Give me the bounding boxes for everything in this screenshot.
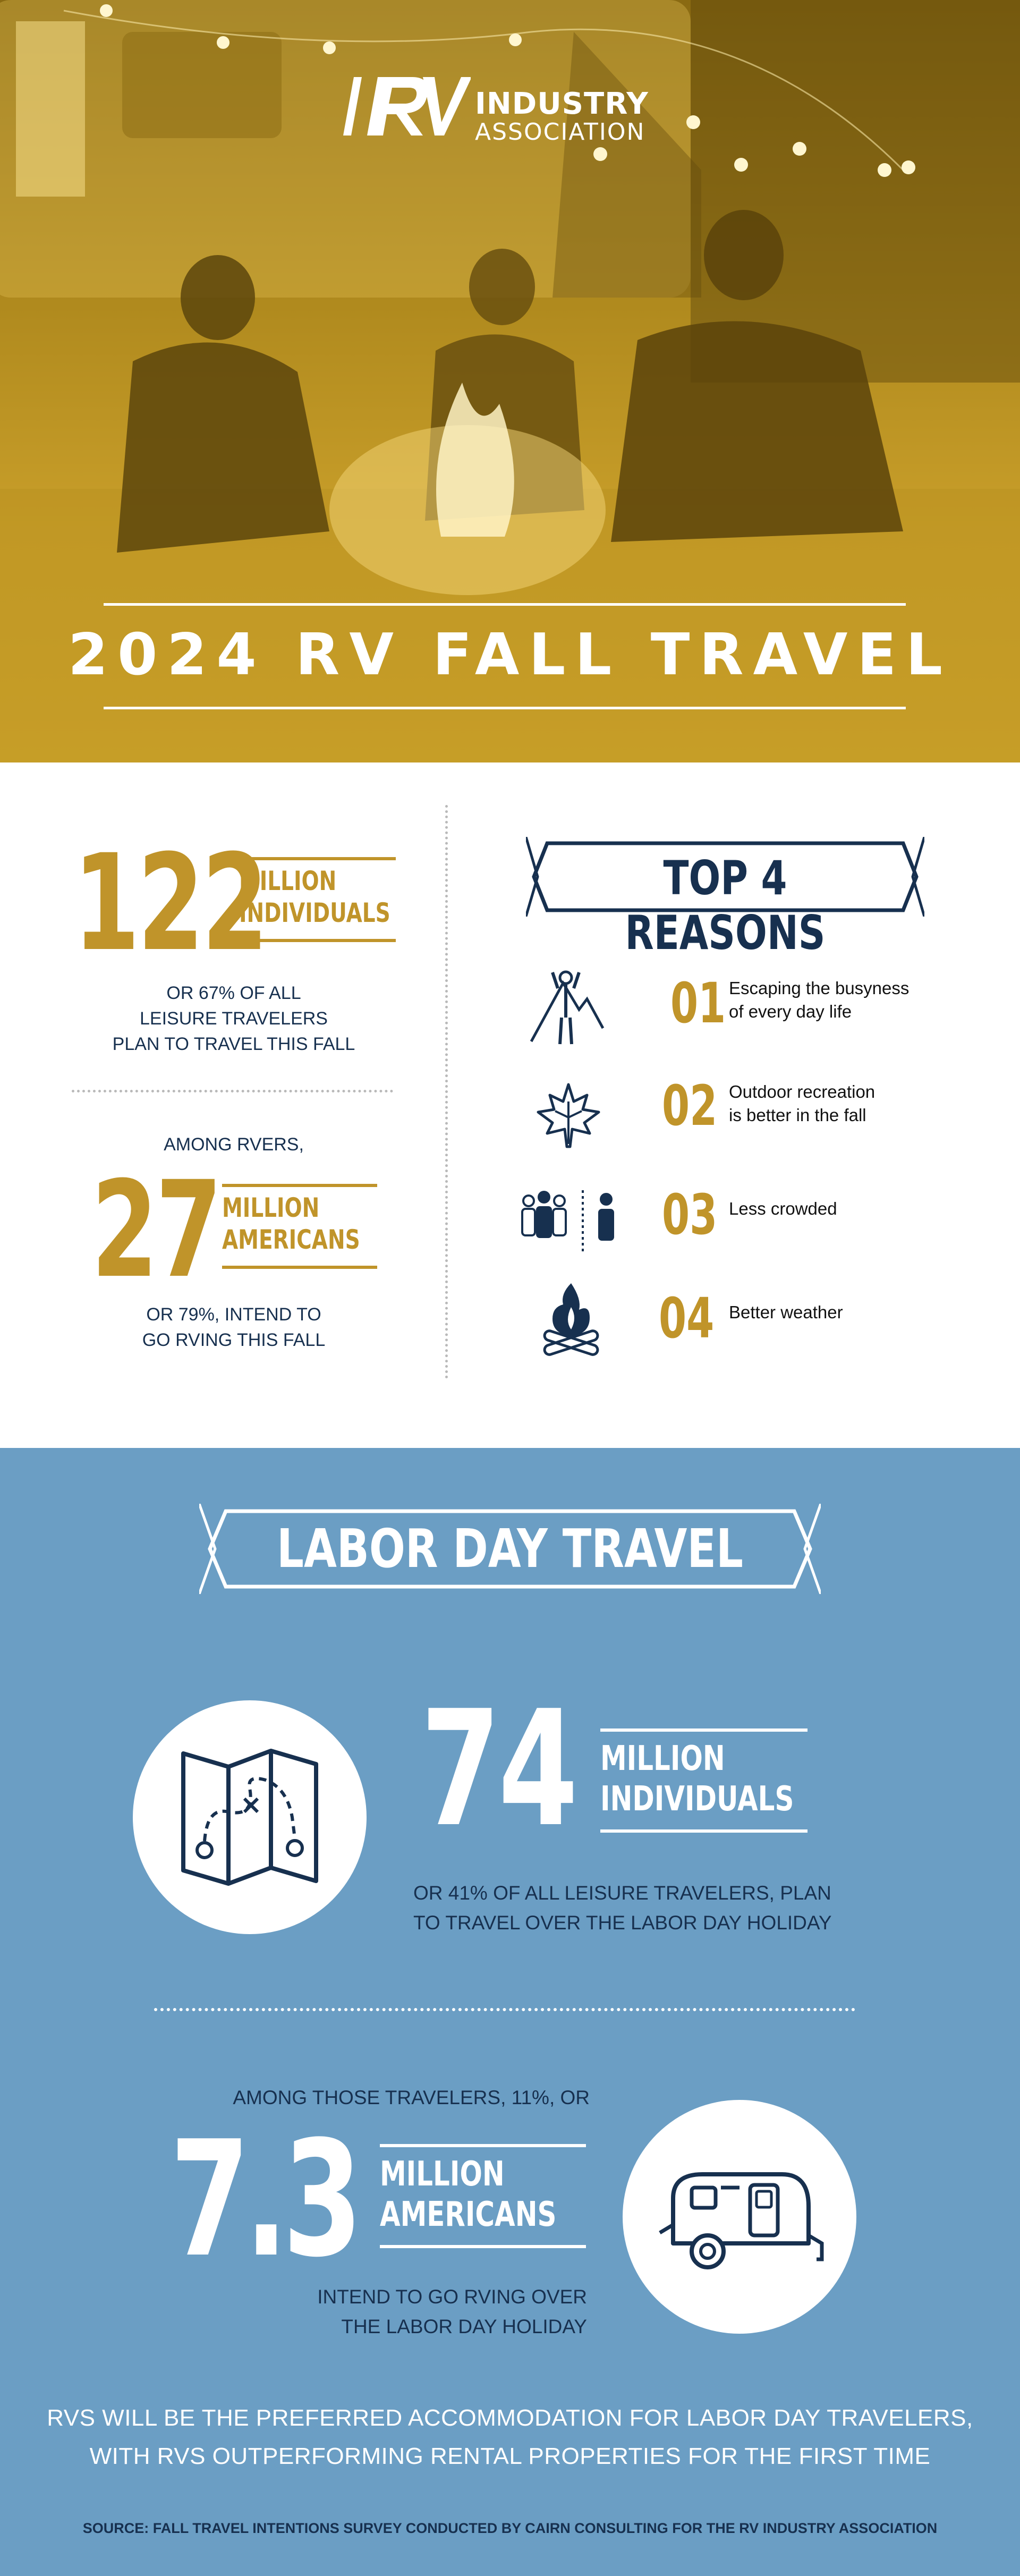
camper-icon-circle [623, 2100, 856, 2334]
stat-122-caption [48, 980, 420, 1057]
labor-day-section [0, 1448, 1020, 2576]
reason-number-03: 03 [662, 1182, 718, 1247]
map-route-icon [133, 1700, 367, 1934]
statement-line: RVS WILL BE THE PREFERRED ACCOMMODATION FOR LABOR DAY TRAVELERS, [47, 2405, 973, 2431]
reason-text-04 [729, 1301, 843, 1324]
reason-number-02: 02 [662, 1073, 718, 1138]
reason-line: Escaping the busyness [729, 978, 910, 998]
reason-line: Better weather [729, 1302, 843, 1322]
caption-line: TO TRAVEL OVER THE LABOR DAY HOLIDAY [413, 1912, 832, 1934]
unit-individuals: INDIVIDUALS [239, 897, 390, 928]
statement-line: WITH RVS OUTPERFORMING RENTAL PROPERTIES FOR THE FIRST TIME [89, 2443, 931, 2469]
stat-27-unit [222, 1184, 377, 1269]
unit-americans: AMERICANS [222, 1224, 360, 1255]
reason-line: of every day life [729, 1002, 852, 1021]
page-title: 2024 RV FALL TRAVEL [68, 622, 952, 688]
rvs-preferred-statement [0, 2399, 1020, 2476]
stat-122-number: 122 [73, 826, 266, 980]
caption-line: PLAN TO TRAVEL THIS FALL [112, 1034, 355, 1054]
stat-73-caption [212, 2282, 587, 2342]
top-reasons-title: TOP 4 REASONS [625, 851, 826, 960]
rv-industry-association-logo [338, 72, 683, 146]
stat-27-number: 27 [91, 1153, 220, 1307]
caption-line: INTEND TO GO RVING OVER [317, 2286, 587, 2308]
reason-text-02 [729, 1080, 875, 1127]
hiker-mountain-icon [526, 967, 606, 1047]
caption-line: GO RVING THIS FALL [142, 1330, 326, 1350]
caption-line: LEISURE TRAVELERS [140, 1009, 328, 1029]
stat-73-number: 7.3 [170, 2107, 358, 2292]
labor-day-title: LABOR DAY TRAVEL [277, 1518, 743, 1580]
stat-74-unit [600, 1728, 808, 1833]
title-rule-bottom [104, 707, 906, 709]
unit-million: MILLION [222, 1192, 320, 1223]
rv-logo-mark-icon [338, 72, 471, 141]
unit-million: MILLION [380, 2155, 505, 2194]
stat-73-lead: AMONG THOSE TRAVELERS, 11%, OR [233, 2087, 590, 2108]
crowd-vs-person-icon [518, 1188, 619, 1257]
stat-27-lead: AMONG RVERS, [164, 1134, 304, 1155]
caption-line: OR 79%, INTEND TO [146, 1304, 321, 1325]
maple-leaf-icon [534, 1080, 603, 1149]
unit-americans: AMERICANS [380, 2195, 557, 2234]
reason-number-01: 01 [670, 971, 726, 1036]
fall-travel-section [0, 762, 1020, 1448]
horizontal-divider [72, 1090, 393, 1092]
reason-line: is better in the fall [729, 1105, 866, 1125]
title-rule-top [104, 603, 906, 606]
camper-trailer-icon [623, 2100, 856, 2334]
stat-27-caption [48, 1302, 420, 1353]
logo-text-industry: INDUSTRY [475, 87, 649, 121]
horizontal-divider [154, 2008, 855, 2011]
unit-million: MILLION [239, 866, 337, 896]
source-footnote: SOURCE: FALL TRAVEL INTENTIONS SURVEY CONDUCTED BY CAIRN CONSULTING FOR THE RV INDUSTRY ASSOCIATION [82, 2520, 938, 2536]
map-icon-circle [133, 1700, 367, 1934]
vertical-divider [445, 805, 448, 1379]
labor-day-banner [199, 1504, 821, 1594]
reason-number-04: 04 [659, 1286, 715, 1351]
stat-74-number: 74 [421, 1676, 576, 1862]
top-reasons-banner [526, 837, 924, 960]
caption-line: OR 41% OF ALL LEISURE TRAVELERS, PLAN [413, 1882, 831, 1904]
caption-line: THE LABOR DAY HOLIDAY [341, 2316, 587, 2337]
unit-million: MILLION [600, 1739, 725, 1778]
hero-banner [0, 0, 1020, 762]
caption-line: OR 67% OF ALL [166, 983, 301, 1003]
logo-text-association: ASSOCIATION [475, 118, 645, 146]
reason-text-03 [729, 1197, 837, 1221]
stat-74-caption [413, 1878, 891, 1938]
reason-text-01 [729, 977, 909, 1023]
reason-line: Less crowded [729, 1199, 837, 1218]
stat-73-unit [380, 2144, 586, 2248]
campfire-icon [539, 1281, 603, 1358]
stat-122-unit [239, 857, 396, 942]
reason-line: Outdoor recreation [729, 1082, 876, 1101]
unit-individuals: INDIVIDUALS [600, 1780, 794, 1819]
